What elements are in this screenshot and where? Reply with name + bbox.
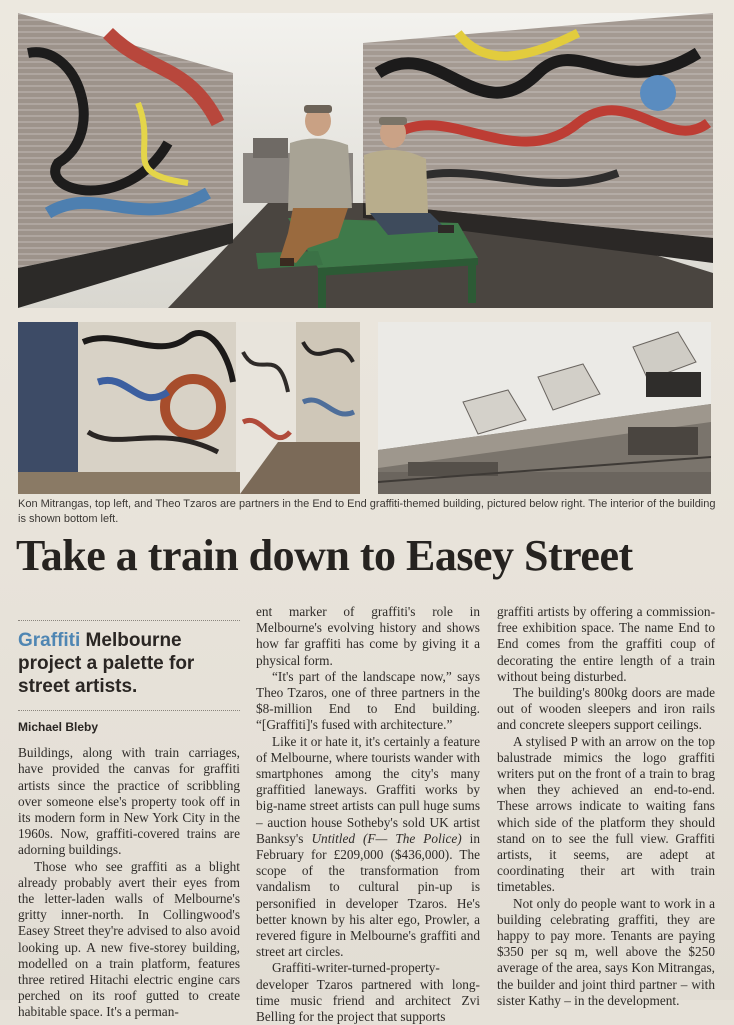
standfirst	[18, 629, 240, 698]
standfirst-text: Melbourne project a palette for street artists.	[18, 630, 195, 697]
article-column-1	[18, 620, 240, 1021]
paragraph: The building's 800kg doors are made out of wooden sleepers and iron rails and concrete sleepers support ceilings.	[497, 685, 715, 733]
article-column-2	[256, 604, 480, 1025]
byline: Michael Bleby	[18, 720, 99, 734]
paragraph: A stylised P with an arrow on the top balustrade mimics the logo graffiti writers put on the front of a train to brag when they achieved an end-to-end. These arrows indicate to waiting fans which side of the platform they should stand on to see the full view. Graffiti artists, it seems, are adept at coordinating their art with train timetables.	[497, 733, 715, 895]
paragraph-text: Like it or hate it, it's certainly a feature of Melbourne, where tourists wander with smartphones among the city's many graffitied laneways. Graffiti works by big-name street artists can pull huge sums – auction house Sotheby's sold UK artist Banksy's	[256, 733, 480, 846]
photo-caption: Kon Mitrangas, top left, and Theo Tzaros are partners in the End to End graffiti-themed building, pictured below right. The interior of the building is shown bottom left.	[18, 498, 716, 525]
article-column-3	[497, 604, 715, 1009]
paragraph: graffiti artists by offering a commission-free exhibition space. The name End to End comes from the graffiti coup of decorating the entire length of a train without being disturbed.	[497, 604, 715, 684]
photo-building-illustration	[378, 322, 711, 494]
paragraph: ent marker of graffiti's role in Melbourne's evolving history and shows how far graffiti has come by giving it a physical form.	[256, 604, 480, 668]
standfirst-kicker: Graffiti	[18, 630, 81, 651]
photo-partners-illustration	[18, 13, 713, 308]
paragraph: “It's part of the landscape now,” says Theo Tzaros, one of three partners in the $8-million End to End building. “[Graffiti]'s fused with architecture.”	[256, 668, 480, 733]
photo-partners-on-bench	[18, 13, 713, 308]
standfirst-top-rule	[18, 620, 240, 621]
headline: Take a train down to Easey Street	[16, 531, 633, 580]
paragraph: Buildings, along with train carriages, have provided the canvas for graffiti artists since the practice of scribbling over someone else's property took off in its modern form in New York City in the 1960s. Now, graffiti-covered trains are adorning buildings.	[18, 745, 240, 858]
photo-interior-graffiti	[18, 322, 360, 494]
artwork-title: Untitled (F— The Police)	[311, 830, 462, 846]
photo-interior-illustration	[18, 322, 360, 494]
paragraph	[256, 734, 480, 961]
byline-rule	[18, 710, 240, 711]
photo-building-exterior	[378, 322, 711, 494]
paragraph: Graffiti-writer-turned-property-developer Tzaros partnered with long-time music friend and architect Zvi Belling for the project that supports	[256, 960, 480, 1025]
paragraph-text: in February for £209,000 ($436,000). The scope of the transformation from vandalism to cultural pin-up is personified in developer Tzaros. He's better known by his alter ego, Prowler, a revered figure in Melbourne's graffiti and street art circles.	[256, 830, 481, 960]
paragraph: Those who see graffiti as a blight already probably avert their eyes from the letter-laden walls of Melbourne's gritty inner-north. In Collingwood's Easey Street they're advised to also avoid looking up. A new five-storey building, modelled on a train platform, features three retired Hitachi electric engine cars perched on its roof gutted to create habitable space. It's a perman-	[18, 858, 240, 1020]
paragraph: Not only do people want to work in a building celebrating graffiti, they are happy to pay more. Tenants are paying $350 per sq m, well above the $250 average of the area, says Kon Mitrangas, the builder and joint third partner – with sister Kathy – in the development.	[497, 895, 715, 1008]
